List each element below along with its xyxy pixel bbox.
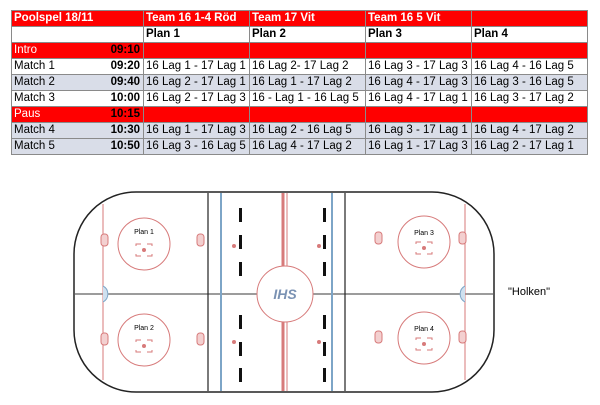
game-cell: 16 Lag 2 - 17 Lag 3	[144, 91, 250, 107]
schedule-table	[11, 10, 588, 155]
game-cell: 16 Lag 4 - 17 Lag 1	[366, 91, 472, 107]
game-cell: 16 Lag 4 - 17 Lag 3	[366, 75, 472, 91]
zone-label: Plan 2	[134, 325, 154, 332]
plan-header: Plan 4	[472, 27, 588, 43]
team-header: Team 16 1-4 Röd	[144, 11, 250, 27]
game-cell: 16 Lag 1 - 17 Lag 3	[144, 123, 250, 139]
plan-header: Plan 2	[250, 27, 366, 43]
row-label: Paus	[14, 108, 41, 120]
game-cell: 16 Lag 4 - 17 Lag 2	[250, 139, 366, 155]
game-cell: 16 Lag 2- 17 Lag 2	[250, 59, 366, 75]
zone-label: Plan 1	[134, 229, 154, 236]
zone-label: Plan 4	[414, 326, 434, 333]
row-label: Match 4	[14, 124, 55, 136]
ihs-logo: IHS	[273, 286, 297, 302]
game-cell: 16 Lag 3 - 16 Lag 5	[472, 75, 588, 91]
row-label: Intro	[14, 44, 38, 56]
row-label: Match 1	[14, 60, 55, 72]
game-cell: 16 Lag 2 - 17 Lag 1	[472, 139, 588, 155]
plan-header: Plan 1	[144, 27, 250, 43]
row-time: 09:10	[110, 44, 140, 56]
game-cell: 16 Lag 2 - 16 Lag 5	[250, 123, 366, 139]
game-cell: 16 Lag 3 - 17 Lag 1	[366, 123, 472, 139]
match-row	[12, 59, 588, 75]
row-time: 10:00	[110, 92, 140, 104]
schedule-title: Poolspel 18/11	[12, 11, 144, 27]
row-label: Match 2	[14, 76, 55, 88]
row-time: 10:50	[110, 140, 140, 152]
row-label: Match 5	[14, 140, 55, 152]
intro-row	[12, 43, 588, 59]
match-row	[12, 139, 588, 155]
plan-row	[12, 27, 588, 43]
row-time: 09:20	[110, 60, 140, 72]
rink-diagram	[73, 190, 495, 395]
game-cell: 16 Lag 4 - 17 Lag 2	[472, 123, 588, 139]
game-cell: 16 Lag 2 - 17 Lag 1	[144, 75, 250, 91]
game-cell: 16 Lag 3 - 16 Lag 5	[144, 139, 250, 155]
game-cell: 16 - Lag 1 - 16 Lag 5	[250, 91, 366, 107]
plan-header: Plan 3	[366, 27, 472, 43]
row-time: 10:30	[110, 124, 140, 136]
game-cell: 16 Lag 3 - 17 Lag 3	[366, 59, 472, 75]
row-label: Match 3	[14, 92, 55, 104]
game-cell: 16 Lag 3 - 17 Lag 2	[472, 91, 588, 107]
game-cell: 16 Lag 1 - 17 Lag 1	[144, 59, 250, 75]
header-row	[12, 11, 588, 27]
game-cell: 16 Lag 1 - 17 Lag 2	[250, 75, 366, 91]
row-time: 10:15	[110, 108, 140, 120]
match-row	[12, 91, 588, 107]
team-header	[472, 11, 588, 27]
zone-label: Plan 3	[414, 230, 434, 237]
team-header: Team 17 Vit	[250, 11, 366, 27]
row-time: 09:40	[110, 76, 140, 88]
match-row	[12, 75, 588, 91]
holken-label: "Holken"	[508, 286, 551, 298]
match-row	[12, 123, 588, 139]
game-cell: 16 Lag 1 - 17 Lag 3	[366, 139, 472, 155]
paus-row	[12, 107, 588, 123]
game-cell: 16 Lag 4 - 16 Lag 5	[472, 59, 588, 75]
team-header: Team 16 5 Vit	[366, 11, 472, 27]
